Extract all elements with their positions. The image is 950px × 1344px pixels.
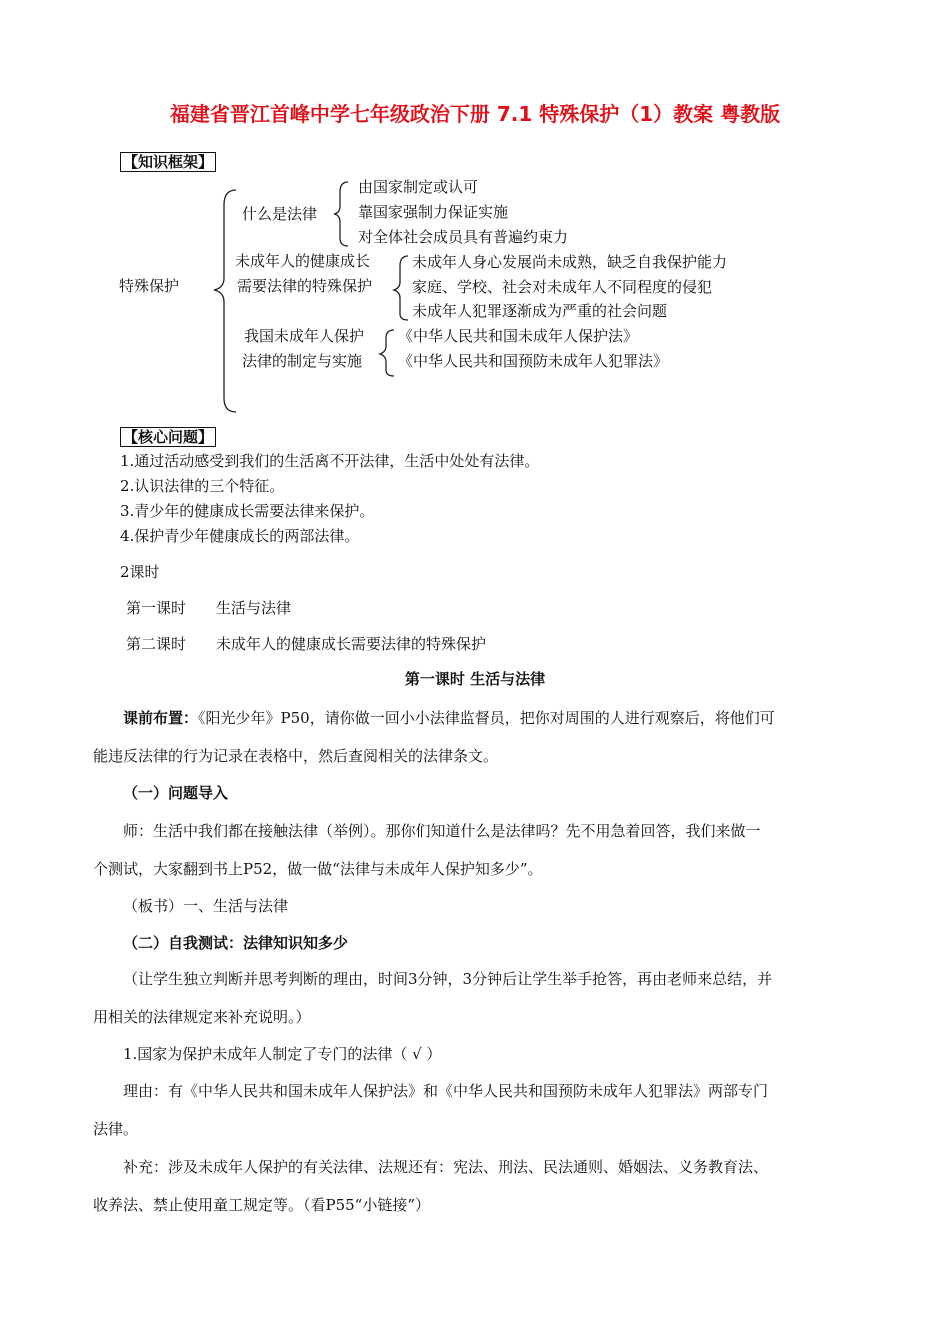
- framework-branch-growth: 需要法律的特殊保护: [237, 277, 373, 295]
- growth-reason: 家庭、学校、社会对未成年人不同程度的侵犯: [412, 278, 713, 296]
- paragraph-line: 个测试，大家翻到书上P52，做一做“法律与未成年人保护知多少”。: [93, 860, 543, 878]
- framework-branch-laws: 我国未成年人保护: [244, 327, 365, 345]
- prep-text: 《阳光少年》P50，请你做一回小小法律监督员，把你对周围的人进行观察后，将他们可: [198, 709, 775, 727]
- law-making-brace: [380, 330, 394, 376]
- quiz-question: 1.国家为保护未成年人制定了专门的法律（ √ ）: [123, 1045, 442, 1063]
- law-feature: 对全体社会成员具有普遍约束力: [358, 228, 569, 246]
- core-item: 3.青少年的健康成长需要法律来保护。: [120, 502, 375, 520]
- prep-text: 能违反法律的行为记录在表格中，然后查阅相关的法律条文。: [93, 747, 499, 765]
- core-item: 1.通过活动感受到我们的生活离不开法律，生活中处处有法律。: [120, 452, 540, 470]
- growth-brace: [394, 256, 408, 320]
- paragraph-line: 法律。: [93, 1120, 139, 1138]
- framework-branch-law: 什么是法律: [242, 205, 318, 223]
- law-brace: [334, 182, 348, 246]
- paragraph-line: 补充：涉及未成年人保护的有关法律、法规还有：宪法、刑法、民法通则、婚姻法、义务教育法、: [123, 1158, 769, 1176]
- paragraph-line: 师：生活中我们都在接触法律（举例）。那你们知道什么是法律吗？先不用急着回答，我们来做一: [123, 822, 761, 840]
- paragraph-line: 用相关的法律规定来补充说明。）: [93, 1008, 311, 1026]
- lesson1-label: 第一课时: [126, 599, 187, 617]
- lesson1-title: 生活与法律: [216, 599, 292, 617]
- law-name: 《中华人民共和国预防未成年人犯罪法》: [398, 352, 669, 370]
- lesson1-heading: 第一课时 生活与法律: [404, 670, 546, 688]
- law-feature: 靠国家强制力保证实施: [358, 203, 509, 221]
- core-heading: 【核心问题】: [120, 427, 216, 447]
- law-feature: 由国家制定或认可: [358, 178, 479, 196]
- framework-heading: 【知识框架】: [120, 152, 216, 172]
- framework-branch-laws: 法律的制定与实施: [242, 352, 363, 370]
- document-title: 福建省晋江首峰中学七年级政治下册 7.1 特殊保护（1）教案 粤教版: [169, 102, 781, 126]
- core-item: 4.保护青少年健康成长的两部法律。: [120, 527, 360, 545]
- lesson2-title: 未成年人的健康成长需要法律的特殊保护: [216, 635, 487, 653]
- growth-reason: 未成年人身心发展尚未成熟，缺乏自我保护能力: [412, 253, 728, 271]
- law-name: 《中华人民共和国未成年人保护法》: [398, 327, 639, 345]
- section-heading: （一）问题导入: [123, 784, 229, 802]
- section-heading: （二）自我测试：法律知识知多少: [123, 934, 349, 952]
- prep-paragraph: [123, 707, 775, 729]
- framework-branch-growth: 未成年人的健康成长: [235, 252, 371, 270]
- board-note: （板书）一、生活与法律: [123, 897, 289, 915]
- paragraph-line: 理由：有《中华人民共和国未成年人保护法》和《中华人民共和国预防未成年人犯罪法》两部专门: [123, 1082, 769, 1100]
- lesson2-label: 第二课时: [126, 635, 187, 653]
- root-brace: [214, 190, 236, 412]
- growth-reason: 未成年人犯罪逐渐成为严重的社会问题: [412, 302, 668, 320]
- core-item: 2.认识法律的三个特征。: [120, 477, 285, 495]
- class-hours: 2课时: [120, 563, 160, 581]
- prep-label: 课前布置：: [123, 709, 199, 727]
- framework-root: 特殊保护: [119, 277, 180, 295]
- paragraph-line: （让学生独立判断并思考判断的理由，时间3分钟，3分钟后让学生举手抢答，再由老师来总结，并: [123, 970, 773, 988]
- paragraph-line: 收养法、禁止使用童工规定等。（看P55“小链接”）: [93, 1196, 431, 1214]
